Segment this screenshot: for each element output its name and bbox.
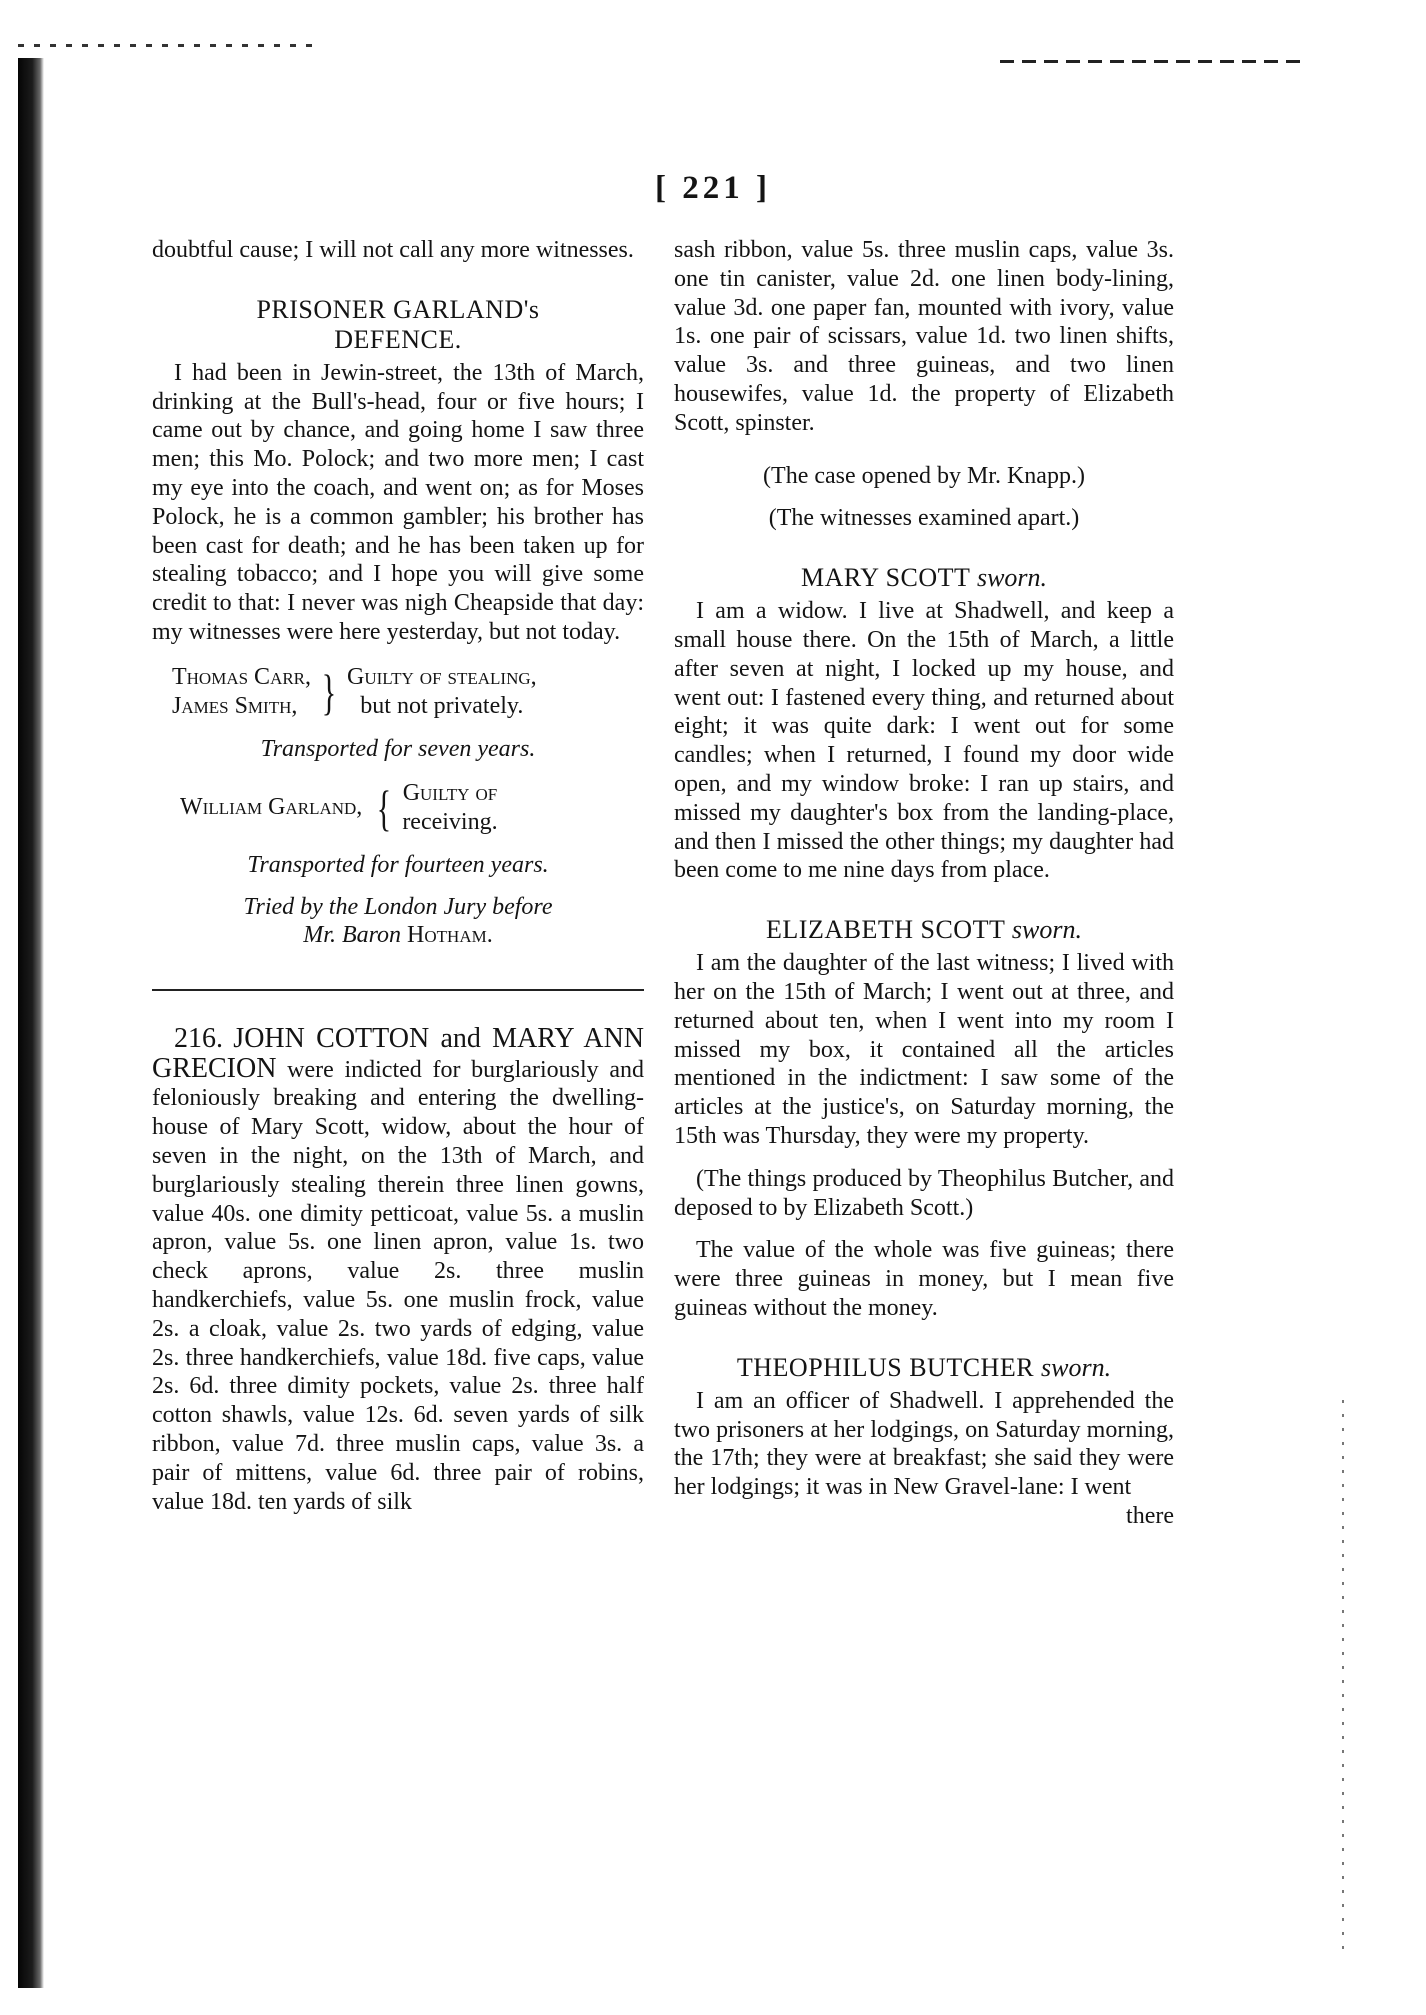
tried-line [152,921,644,949]
testimony-mary-scott: I am a widow. I live at Shadwell, and keep a small house there. On the 15th of March, a little after seven at night, I locked up my house, and went out: I fastened every thing, and returned about eight; it was quite dark: I went out for some candles; when I returned, I found my door wide open, and my window broke: I ran up stairs, and missed my daughter's box from the landing-place, and then I missed the other things; my daughter had been come to me nine days from place. [674,598,1174,884]
case-paragraph [152,1022,645,1517]
witness-heading-theophilus-butcher [674,1353,1174,1383]
sworn-label: sworn. [1011,915,1082,945]
case-defendants: JOHN COTTON and MARY ANN GRECION [152,1022,645,1084]
sentence: Transported for seven years. [260,735,536,762]
verdict-garland [180,779,644,837]
verdict-outcome [402,779,497,837]
verdict-names [172,663,311,721]
verdict-outcome [347,663,537,721]
section-divider [152,989,644,991]
testimony-theophilus-butcher: I am an officer of Shadwell. I apprehended the two prisoners at her lodgings, on Saturday morning, the 17th; they were at breakfast; she said they were her lodgings; it was in New Gravel-lane: I went [674,1387,1174,1501]
right-column [674,236,1174,1530]
verdict-line: receiving. [402,808,498,835]
sworn-label: sworn. [976,563,1048,593]
defendant-name: William Garland, [180,794,363,821]
witnesses-apart-note: (The witnesses examined apart.) [768,505,1080,532]
tried-line: Tried by the London Jury before [243,893,553,920]
value-paragraph: The value of the whole was five guineas; there were three guineas in money, but I mean five guineas without the money. [674,1237,1174,1321]
sentence: Transported for fourteen years. [247,851,549,878]
page-number: [ 221 ] [655,170,771,206]
brace: { [377,779,392,836]
page-edge-mark [1000,60,1300,63]
testimony-elizabeth-scott: I am the daughter of the last witness; I lived with her on the 15th of March; I went out at three, and returned about ten, when I went into my room I missed my box, it contained all the articles mentioned in the indictment: I saw some of the articles at the justice's, on Saturday morning, the 15th was Thursday, they were my property. [674,950,1174,1149]
verdict-line: Guilty of stealing, [347,663,537,690]
catchword: there [1126,1502,1174,1529]
verdict-line: but not privately. [360,692,524,719]
witness-name: MARY SCOTT [800,563,970,593]
witness-name: THEOPHILUS BUTCHER [736,1352,1035,1382]
page-edge-mark [1342,1400,1344,1960]
tried-before [152,893,644,949]
judge-title: Mr. Baron [303,921,402,948]
book-binding-shadow [18,58,44,1988]
judge-name: Hotham. [407,921,493,948]
case-opened-note: (The case opened by Mr. Knapp.) [763,462,1085,489]
defence-paragraph: I had been in Jewin-street, the 13th of March, drinking at the Bull's-head, four or five hours; I came out by chance, and going home I saw three men; this Mo. Polock; and two more men; I cast my eye into the coach, and went on; as for Moses Polock, he is a common gambler; his brother has been cast for death; and he has been taken up for stealing tobacco; and I hope you will give some credit to that: I never was nigh Cheapside that day: my witnesses were here yesterday, but not today. [152,359,644,645]
verdict-line: Guilty of [402,779,498,806]
brace: } [321,663,337,720]
defendant-name: James Smith, [172,692,298,719]
page-edge-mark [18,44,318,47]
continuation-paragraph: sash ribbon, value 5s. three muslin caps, value 3s. one tin canister, value 2d. one linen body-lining, value 3d. one paper fan, mounted with ivory, value 1s. one pair of scissars, value 1d. two linen shifts, value 3s. and three guineas, and two linen housewifes, value 1d. the property of Elizabeth Scott, spinster. [674,237,1174,436]
verdict-carr-smith [172,663,644,721]
left-column [152,236,644,1516]
case-number: 216. [174,1022,223,1054]
case-indictment: were indicted for burglariously and feloniously breaking and entering the dwelling-house of Mary Scott, widow, about the hour of seven in the night, on the 13th of March, and burglariously stealing therein three linen gowns, value 40s. one dimity petticoat, value 5s. a muslin apron, value 5s. one linen apron, value 1s. two check aprons, value 2s. three muslin handkerchiefs, value 5s. one muslin frock, value 2s. a cloak, value 2s. two yards of edging, value 2s. three handkerchiefs, value 18d. five caps, value 2s. 6d. three dimity pockets, value 2s. three half cotton shawls, value 12s. 6d. seven yards of silk ribbon, value 7d. three muslin caps, value 3s. a pair of mittens, value 6d. three pair of robins, value 18d. ten yards of silk [152,1056,644,1515]
witness-name: ELIZABETH SCOTT [766,915,1005,945]
opening-paragraph: doubtful cause; I will not call any more witnesses. [152,237,634,263]
witness-heading-mary-scott [674,563,1174,593]
sworn-label: sworn. [1041,1352,1112,1382]
things-produced-note: (The things produced by Theophilus Butcher, and deposed to by Elizabeth Scott.) [674,1165,1174,1221]
defence-heading: PRISONER GARLAND's DEFENCE. [256,294,540,354]
witness-heading-elizabeth-scott [674,915,1174,945]
defendant-name: Thomas Carr, [172,663,312,690]
